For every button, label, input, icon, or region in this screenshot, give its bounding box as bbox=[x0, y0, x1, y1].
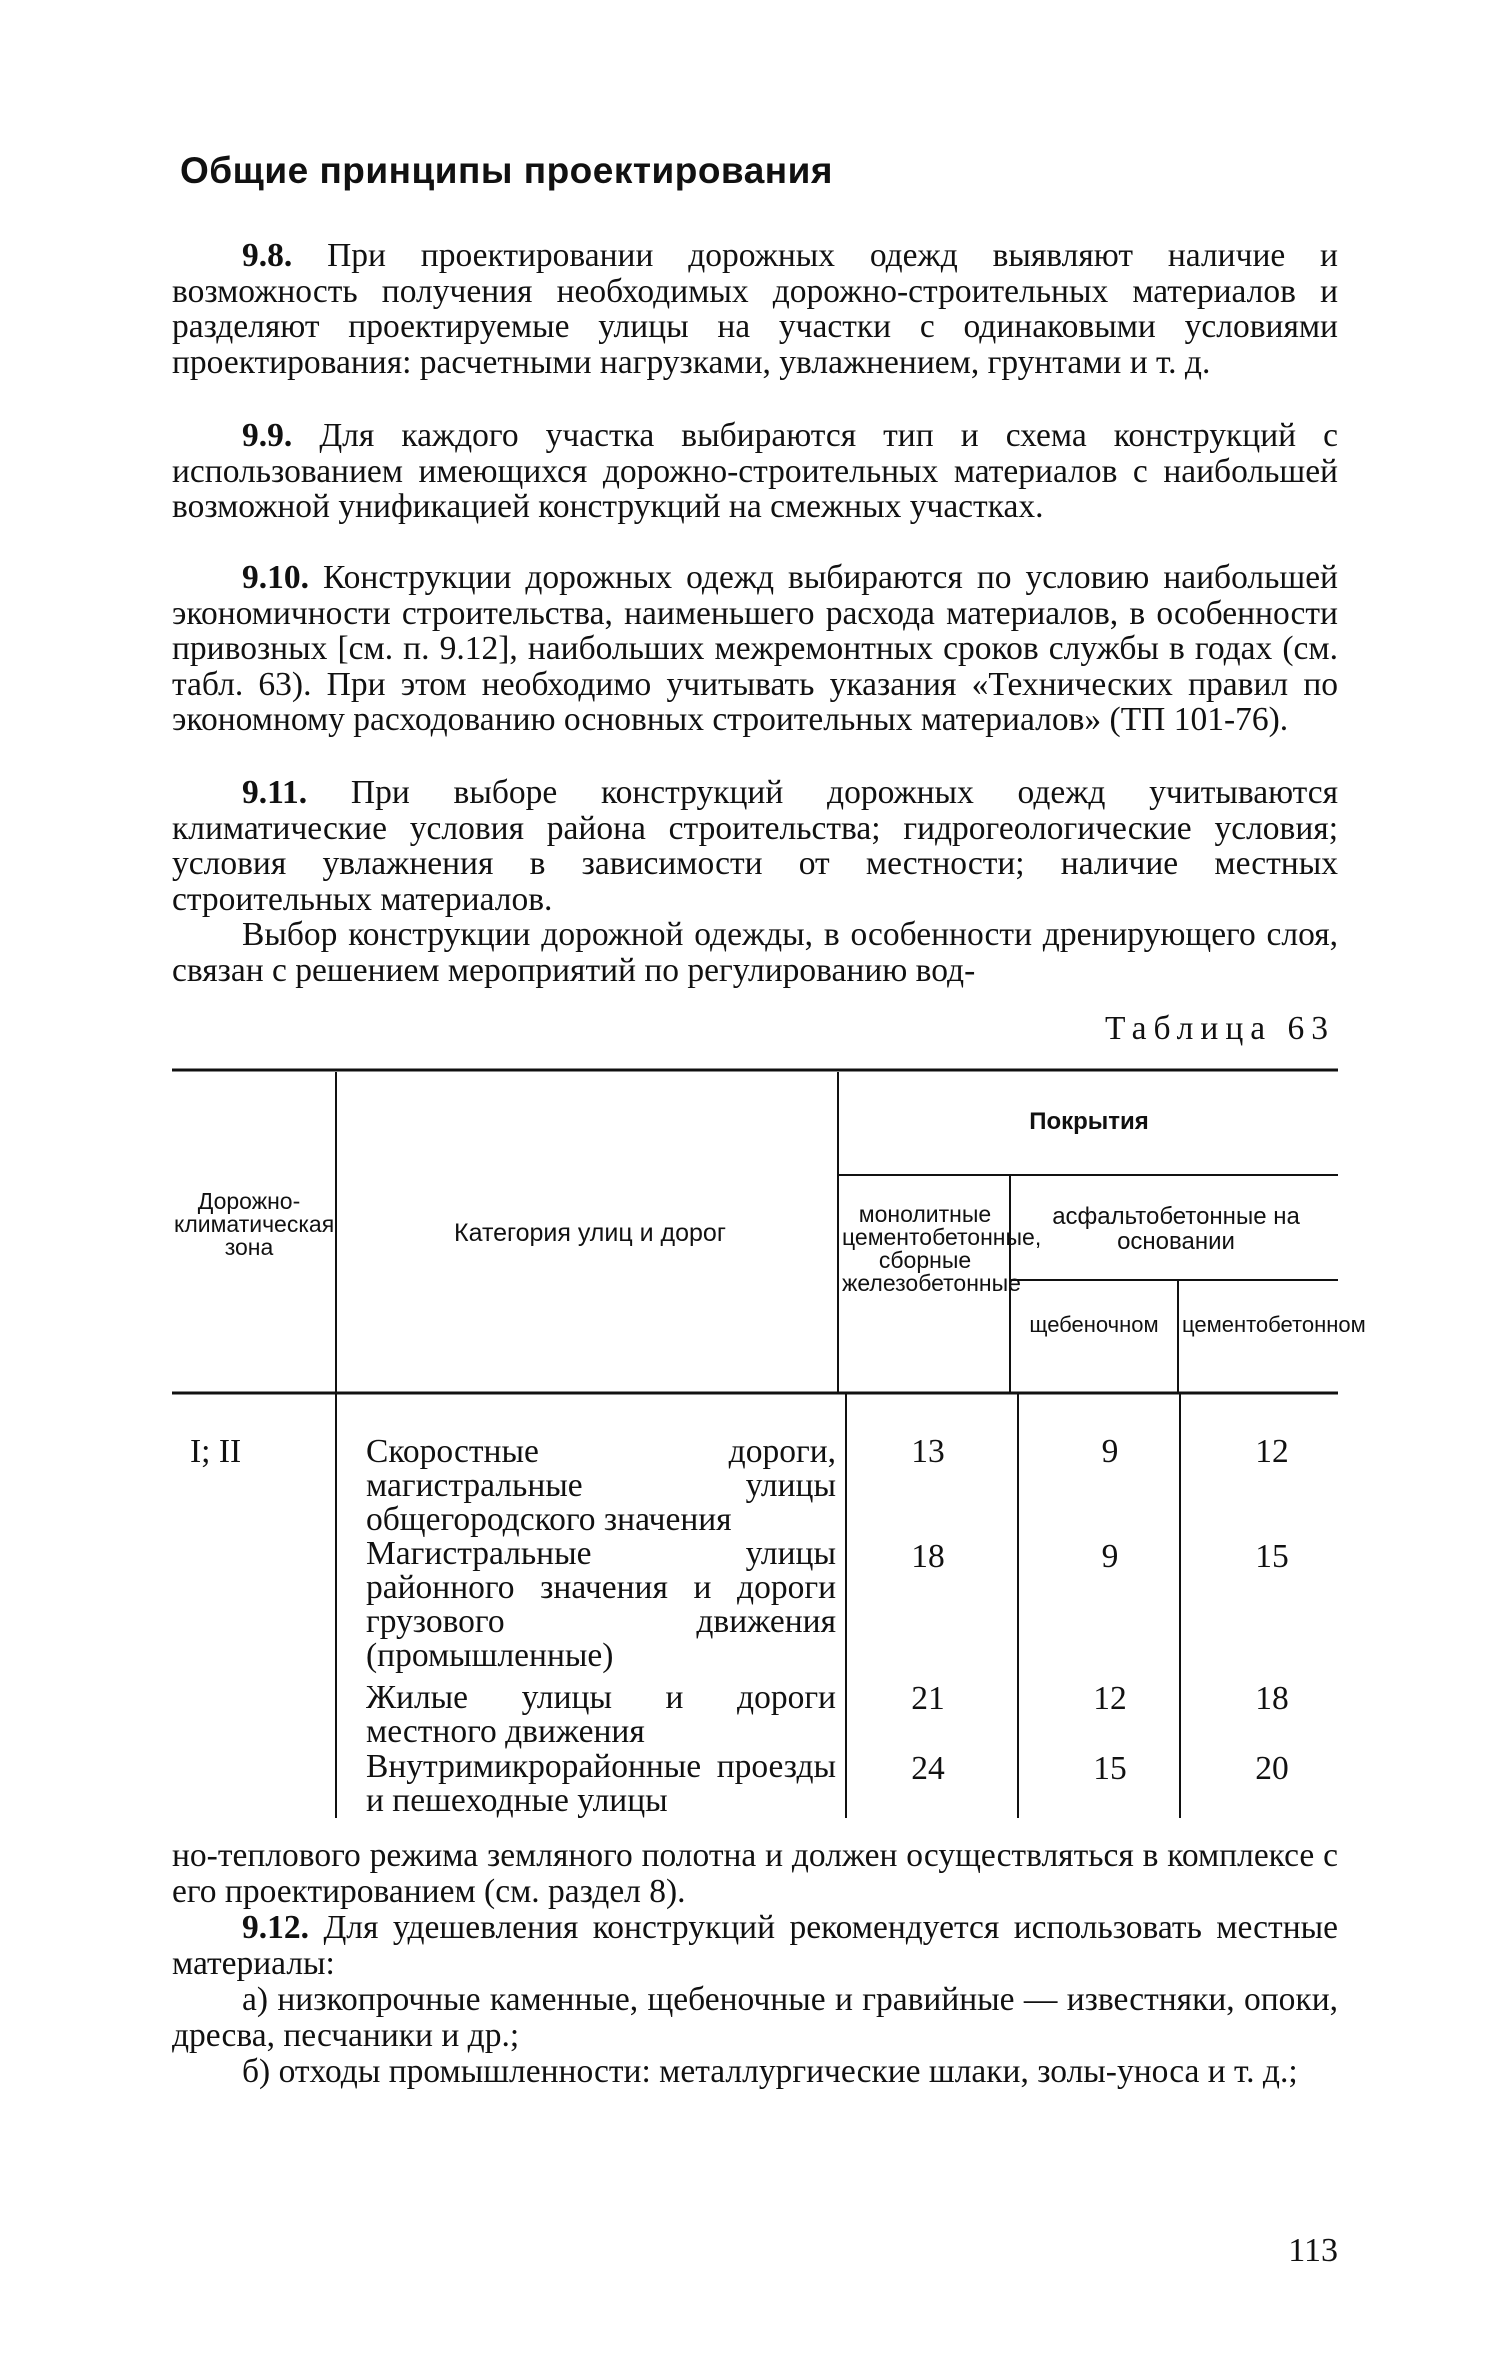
paragraph-number: 9.8. bbox=[242, 237, 293, 274]
cell-monolithic: 21 bbox=[911, 1680, 945, 1717]
paragraph-text: а) низкопрочные каменные, щебеночные и гравийные — известняки, опоки, дресва, песчаники и др.; bbox=[172, 1981, 1338, 2054]
header-asphalt: асфальтобетонные на основании bbox=[1052, 1203, 1300, 1255]
paragraph-text: Конструкции дорожных одежд выбираются по условию наибольшей экономичности строительства, наименьшего расхода материалов, в особенности привозных [см. п. 9.12], наибольших межремонтных сроков службы в годах (см. табл. 63). При этом необходимо учитывать указания «Технических правил по экономному расходованию основных строительных материалов» (ТП 101-76). bbox=[172, 559, 1338, 738]
list-item-a bbox=[172, 1982, 1338, 2053]
paragraph-9-10 bbox=[172, 560, 1338, 738]
paragraph-text: Выбор конструкции дорожной одежды, в особенности дренирующего слоя, связан с решением мероприятий по регулированию вод- bbox=[172, 916, 1338, 989]
paragraph-text: При проектировании дорожных одежд выявляют наличие и возможность получения необходимых дорожно-строительных материалов и разделяют проектируемые улицы на участки с одинаковыми условиями проектирования: расчетными нагрузками, увлажнением, грунтами и т. д. bbox=[172, 237, 1338, 381]
cell-crushed: 12 bbox=[1093, 1680, 1127, 1717]
table-caption: Таблица 63 bbox=[1104, 1010, 1335, 1047]
row-label: Жилые улицы и дороги местного движения bbox=[366, 1679, 836, 1750]
paragraph-text: б) отходы промышленности: металлургические шлаки, золы-уноса и т. д.; bbox=[242, 2053, 1298, 2090]
list-item-b bbox=[172, 2054, 1338, 2090]
paragraph-9-11 bbox=[172, 775, 1338, 917]
header-crushed: щебеночном bbox=[1029, 1312, 1159, 1337]
cell-monolithic: 13 bbox=[911, 1433, 945, 1470]
cell-crushed: 9 bbox=[1101, 1433, 1119, 1470]
cell-cement: 15 bbox=[1255, 1538, 1289, 1575]
header-monolithic: монолитные цементобетонные, сборные железобетонные bbox=[842, 1201, 1042, 1296]
paragraph-continued bbox=[172, 917, 1338, 988]
paragraph-text: При выборе конструкций дорожных одежд учитываются климатические условия района строительства; гидрогеологические условия; условия увлажнения в зависимости от местности; наличие местных строительных материалов. bbox=[172, 774, 1339, 918]
paragraph-9-8 bbox=[172, 238, 1338, 380]
cell-monolithic: 24 bbox=[911, 1750, 945, 1787]
cell-cement: 18 bbox=[1255, 1680, 1289, 1717]
paragraph-text: Для удешевления конструкций рекомендуется использовать местные материалы: bbox=[172, 1909, 1338, 1982]
cell-cement: 20 bbox=[1255, 1750, 1289, 1787]
cell-crushed: 9 bbox=[1101, 1538, 1119, 1575]
header-cement: цементобетонном bbox=[1182, 1312, 1366, 1337]
row-label: Магистральные улицы районного значения и дороги грузового движения (промышленные) bbox=[366, 1535, 836, 1674]
paragraph-9-12 bbox=[172, 1910, 1338, 1981]
page-number: 113 bbox=[1288, 2232, 1338, 2269]
header-coatings: Покрытия bbox=[1029, 1108, 1149, 1135]
cell-monolithic: 18 bbox=[911, 1538, 945, 1575]
paragraph-after-table bbox=[172, 1838, 1338, 1909]
row-label: Скоростные дороги, магистральные улицы общегородского значения bbox=[366, 1433, 836, 1538]
paragraph-number: 9.10. bbox=[242, 559, 309, 596]
section-heading: Общие принципы проектирования bbox=[180, 150, 833, 191]
zone-value: I; II bbox=[190, 1433, 242, 1470]
paragraph-number: 9.12. bbox=[242, 1909, 309, 1946]
cell-crushed: 15 bbox=[1093, 1750, 1127, 1787]
row-label: Внутримикрорайонные проезды и пешеходные улицы bbox=[366, 1748, 836, 1819]
paragraph-text: но-теплового режима земляного полотна и должен осуществляться в комплексе с его проектированием (см. раздел 8). bbox=[172, 1837, 1338, 1910]
paragraph-number: 9.9. bbox=[242, 417, 293, 454]
header-zone: Дорожно-климатическая зона bbox=[174, 1188, 335, 1260]
header-category: Категория улиц и дорог bbox=[454, 1219, 726, 1247]
paragraph-number: 9.11. bbox=[242, 774, 308, 811]
cell-cement: 12 bbox=[1255, 1433, 1289, 1470]
paragraph-text: Для каждого участка выбираются тип и схема конструкций с использованием имеющихся дорожно-строительных материалов с наибольшей возможной унификацией конструкций на смежных участках. bbox=[172, 417, 1338, 525]
paragraph-9-9 bbox=[172, 418, 1338, 525]
